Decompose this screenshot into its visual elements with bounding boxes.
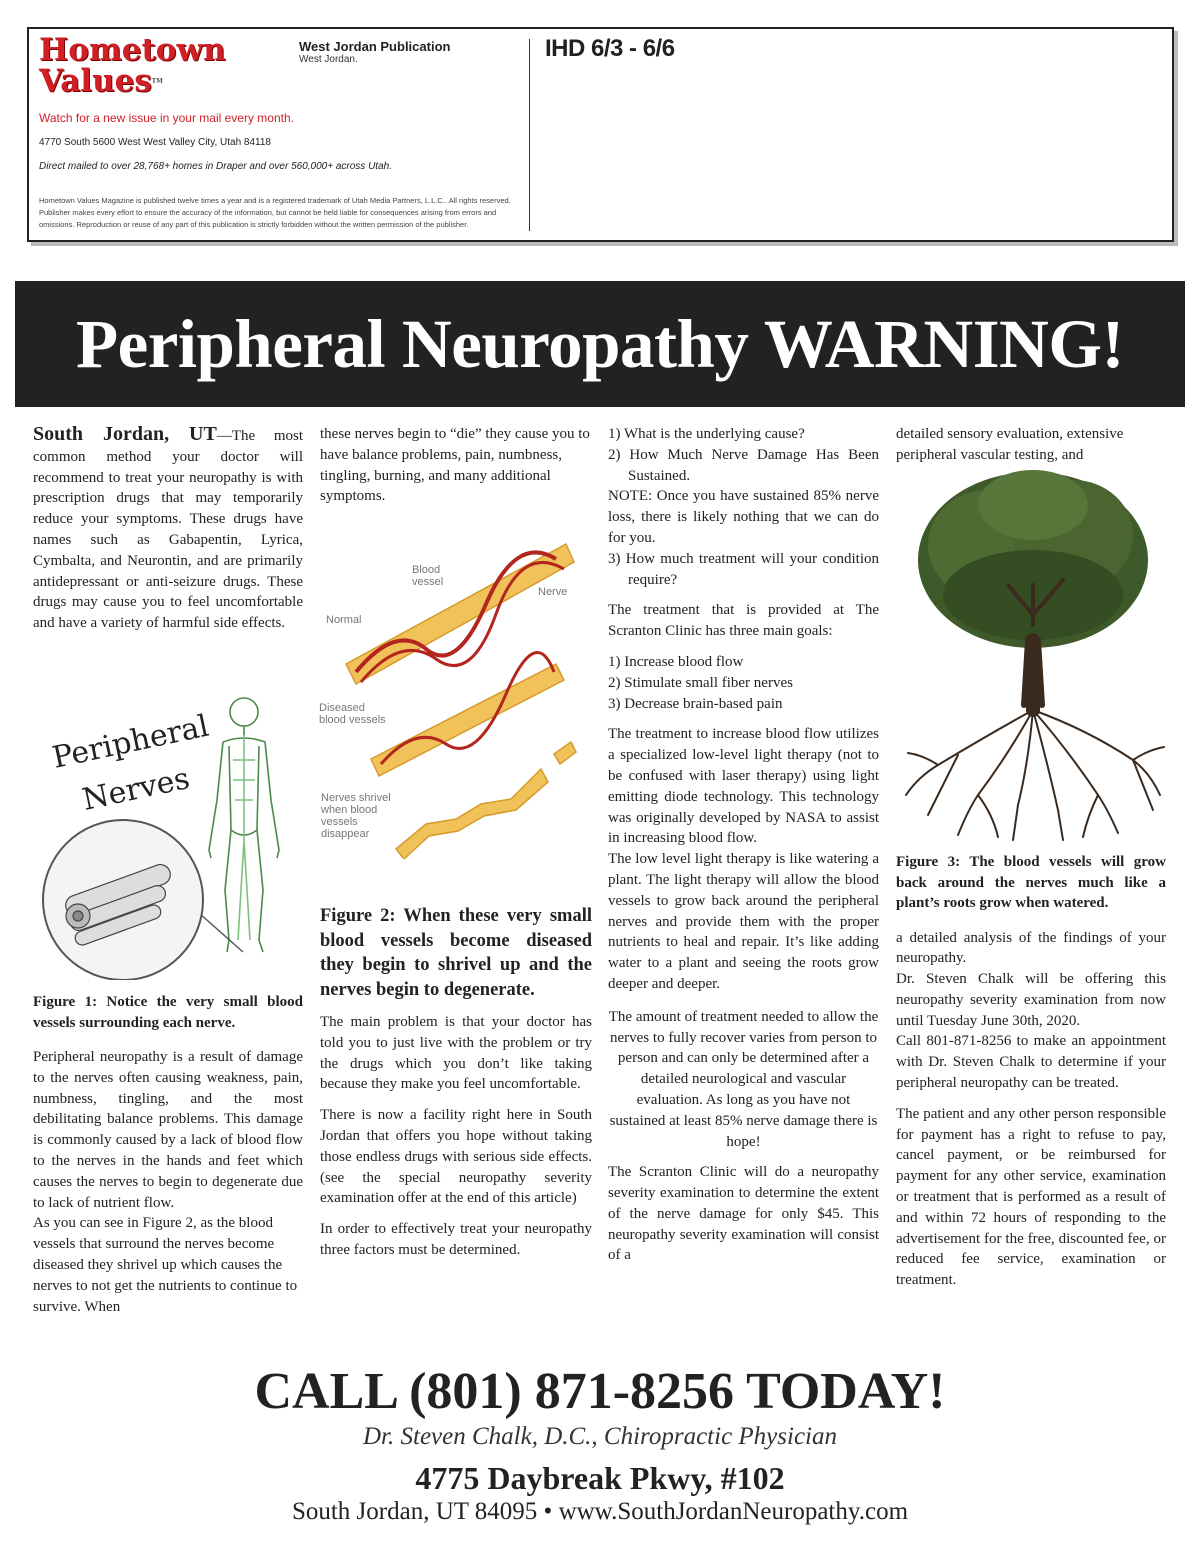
figure-2-caption: Figure 2: When these very small blood vessels become diseased they begin to shrivel up and the nerves begin to degenerate. bbox=[320, 906, 592, 1000]
call-to-action-phone: CALL (801) 871-8256 TODAY! bbox=[254, 1363, 946, 1420]
figure-1-caption: Figure 1: Notice the very small blood vessels surrounding each nerve. bbox=[33, 994, 303, 1031]
article-column-3 bbox=[608, 424, 879, 1276]
goal-item: 2) Stimulate small fiber nerves bbox=[608, 674, 793, 691]
tagline: Watch for a new issue in your mail every month. bbox=[39, 111, 294, 125]
article-column-2-lower bbox=[320, 904, 592, 1271]
publication-header bbox=[27, 27, 1174, 242]
clinic-street-address: 4775 Daybreak Pkwy, #102 bbox=[415, 1460, 785, 1496]
paragraph-offer: Dr. Steven Chalk will be offering this neuropathy severity examination from now until Tuesday June 30th, 2020. bbox=[896, 971, 1166, 1029]
label-blood-vessel: Blood vessel bbox=[412, 564, 444, 588]
paragraph-figure-2-reference: As you can see in Figure 2, as the blood vessels that surround the nerves become diseased they shrivel up which causes the nerves to not get the nutrients to continue to survive. When bbox=[33, 1215, 298, 1315]
paragraph-symptoms: these nerves begin to “die” they cause you to have balance problems, pain, numbness, tingling, burning, and many additional symptoms. bbox=[320, 426, 590, 505]
article-column-1-lower bbox=[33, 992, 303, 1327]
paragraph-evaluation: detailed sensory evaluation, extensive peripheral vascular testing, and bbox=[896, 426, 1124, 463]
issue-code: IHD 6/3 - 6/6 bbox=[545, 35, 675, 62]
magnifier-inset bbox=[43, 820, 243, 980]
note-85-percent: NOTE: Once you have sustained 85% nerve loss, there is likely nothing that we can do for you. bbox=[608, 488, 879, 546]
logo-line-1: Hometown bbox=[39, 32, 226, 68]
direct-mail-note: Direct mailed to over 28,768+ homes in Draper and over 560,000+ across Utah. bbox=[39, 161, 392, 172]
figure-1-art-line-2: Nerves bbox=[79, 761, 193, 818]
goal-item: 3) Decrease brain-based pain bbox=[608, 695, 783, 712]
paragraph-treatment-amount: The amount of treatment needed to allow the nerves to fully recover varies from person to person and can only be determined after a detailed neurological and vascular evaluation. As long as you have not sustained at least 85% nerve damage there is hope! bbox=[608, 1008, 879, 1150]
figure-3-tree bbox=[898, 465, 1168, 843]
clinic-city-website: South Jordan, UT 84095 • www.SouthJordanNeuropathy.com bbox=[291, 1498, 909, 1525]
paragraph-main-problem: The main problem is that your doctor has told you to just live with the problem or try the drugs which you don’t like taking because they make you feel uncomfortable. bbox=[320, 1014, 592, 1093]
label-nerves-shrivel: Nerves shrivel when blood vessels disappear bbox=[321, 792, 391, 840]
article-column-1 bbox=[33, 424, 303, 644]
header-divider bbox=[529, 39, 530, 231]
paragraph-watering-plant: The low level light therapy is like watering a plant. The light therapy will allow the blood vessels to grow back around the peripheral nerves and provide them with the proper nutrients to heal and repair. It’s like adding water to a plant and seeing the roots grow deeper and deeper. bbox=[608, 851, 879, 992]
figure-1-peripheral-nerves bbox=[33, 690, 308, 980]
tree-roots bbox=[906, 710, 1164, 840]
publication-block bbox=[299, 39, 450, 66]
doctor-name: Dr. Steven Chalk, D.C., Chiropractic Physician bbox=[362, 1423, 837, 1450]
paragraph-three-factors: In order to effectively treat your neuropathy three factors must be determined. bbox=[320, 1221, 592, 1258]
paragraph-examination: The Scranton Clinic will do a neuropathy severity examination to determine the extent of the nerve damage for only $45. This neuropathy severity examination will consist of a bbox=[608, 1164, 879, 1264]
dateline-dash: — bbox=[216, 428, 232, 444]
label-normal: Normal bbox=[326, 614, 362, 626]
figure-1-art-line-1: Peripheral bbox=[49, 708, 212, 776]
nerve-body-illustration bbox=[33, 690, 308, 980]
publisher-address: 4770 South 5600 West West Valley City, Utah 84118 bbox=[39, 137, 271, 148]
label-diseased-vessels: Diseased blood vessels bbox=[319, 702, 386, 726]
shriveled-nerve bbox=[396, 742, 576, 859]
legal-notice: Hometown Values Magazine is published twelve times a year and is a registered trademark of Utah Media Partners, L.L.C.. All rights reserved. Publisher makes every effort to ensure the accuracy of the information, but cannot be held liable for consequences arising from errors and omissions. Reproduction or reuse of any part of this publication is strictly forbidden without the written permission of the publisher. bbox=[39, 196, 511, 229]
dateline: South Jordan, UT bbox=[33, 423, 217, 445]
factor-item: 3) How much treatment will your condition require? bbox=[608, 550, 879, 588]
label-nerve: Nerve bbox=[538, 586, 568, 598]
paragraph-neuropathy-cause: Peripheral neuropathy is a result of damage to the nerves often causing weakness, pain, numbness, tingling, and the most debilitating balance problems. This damage is commonly caused by a lack of blood flow to the nerves in the hands and feet which causes the nerves to begin to degenerate due to lack of nutrient flow. bbox=[33, 1049, 303, 1211]
factor-item: 1) What is the underlying cause? bbox=[608, 426, 805, 442]
publication-subtitle: West Jordan. bbox=[299, 54, 358, 65]
article-column-2 bbox=[320, 424, 592, 517]
factors-list bbox=[608, 424, 879, 486]
paragraph-light-therapy: The treatment to increase blood flow utilizes a specialized low-level light therapy (not to be confused with laser therapy) using light emitting diode technology. This technology was originally developed by NASA to assist in increasing blood flow. bbox=[608, 726, 879, 847]
tree-roots-illustration bbox=[898, 465, 1168, 843]
paragraph-patient-rights: The patient and any other person responsible for payment has a right to refuse to pay, cancel payment, or be reimbursed for payment for any other service, examination or treatment that is performed as a result of and within 72 hours of responding to the advertisement for the free, discounted fee, or reduced fee service, examination or treatment. bbox=[896, 1105, 1166, 1289]
figure-3-caption: Figure 3: The blood vessels will grow back around the nerves much like a plant’s roots grow when watered. bbox=[896, 854, 1166, 911]
body-figure bbox=[209, 698, 279, 952]
hometown-values-logo bbox=[39, 32, 226, 99]
paragraph-goals: The treatment that is provided at The Scranton Clinic has three main goals: bbox=[608, 602, 879, 640]
intro-paragraph bbox=[33, 424, 303, 634]
figure-2-blood-vessels bbox=[316, 514, 594, 859]
logo-line-2: Values bbox=[39, 63, 152, 99]
publication-info bbox=[29, 29, 529, 240]
article-column-4-lower bbox=[896, 852, 1166, 1301]
publication-title: West Jordan Publication bbox=[299, 39, 451, 54]
goal-item: 1) Increase blood flow bbox=[608, 653, 744, 670]
paragraph-facility: There is now a facility right here in South Jordan that offers you hope without taking those endless drugs with serious side effects. (see the special neuropathy severity examination offer at the end of this article) bbox=[320, 1107, 592, 1207]
paragraph-analysis: a detailed analysis of the findings of your neuropathy. bbox=[896, 929, 1166, 967]
paragraph-call-to-appointment: Call 801-871-8256 to make an appointment with Dr. Steven Chalk to determine if your peripheral neuropathy can be treated. bbox=[896, 1033, 1166, 1092]
factor-item: 2) How Much Nerve Damage Has Been Sustained. bbox=[608, 446, 879, 484]
logo-trademark: TM bbox=[151, 78, 163, 85]
diseased-nerve bbox=[371, 652, 564, 776]
title-banner bbox=[15, 281, 1185, 407]
goals-list bbox=[608, 652, 879, 714]
factors-list-continued bbox=[608, 549, 879, 591]
page-title: Peripheral Neuropathy WARNING! bbox=[75, 305, 1125, 382]
intro-text: The most common method your doctor will recommend to treat your neuropathy is with prescription drugs that may temporarily reduce your symptoms. These drugs have names such as Gabapentin, Lyrica, Cymbalta, and Neurontin, and are primarily antidepressant or anti-seizure drugs. These drugs may cause you to feel uncomfortable and have a variety of harmful side effects. bbox=[33, 428, 303, 632]
